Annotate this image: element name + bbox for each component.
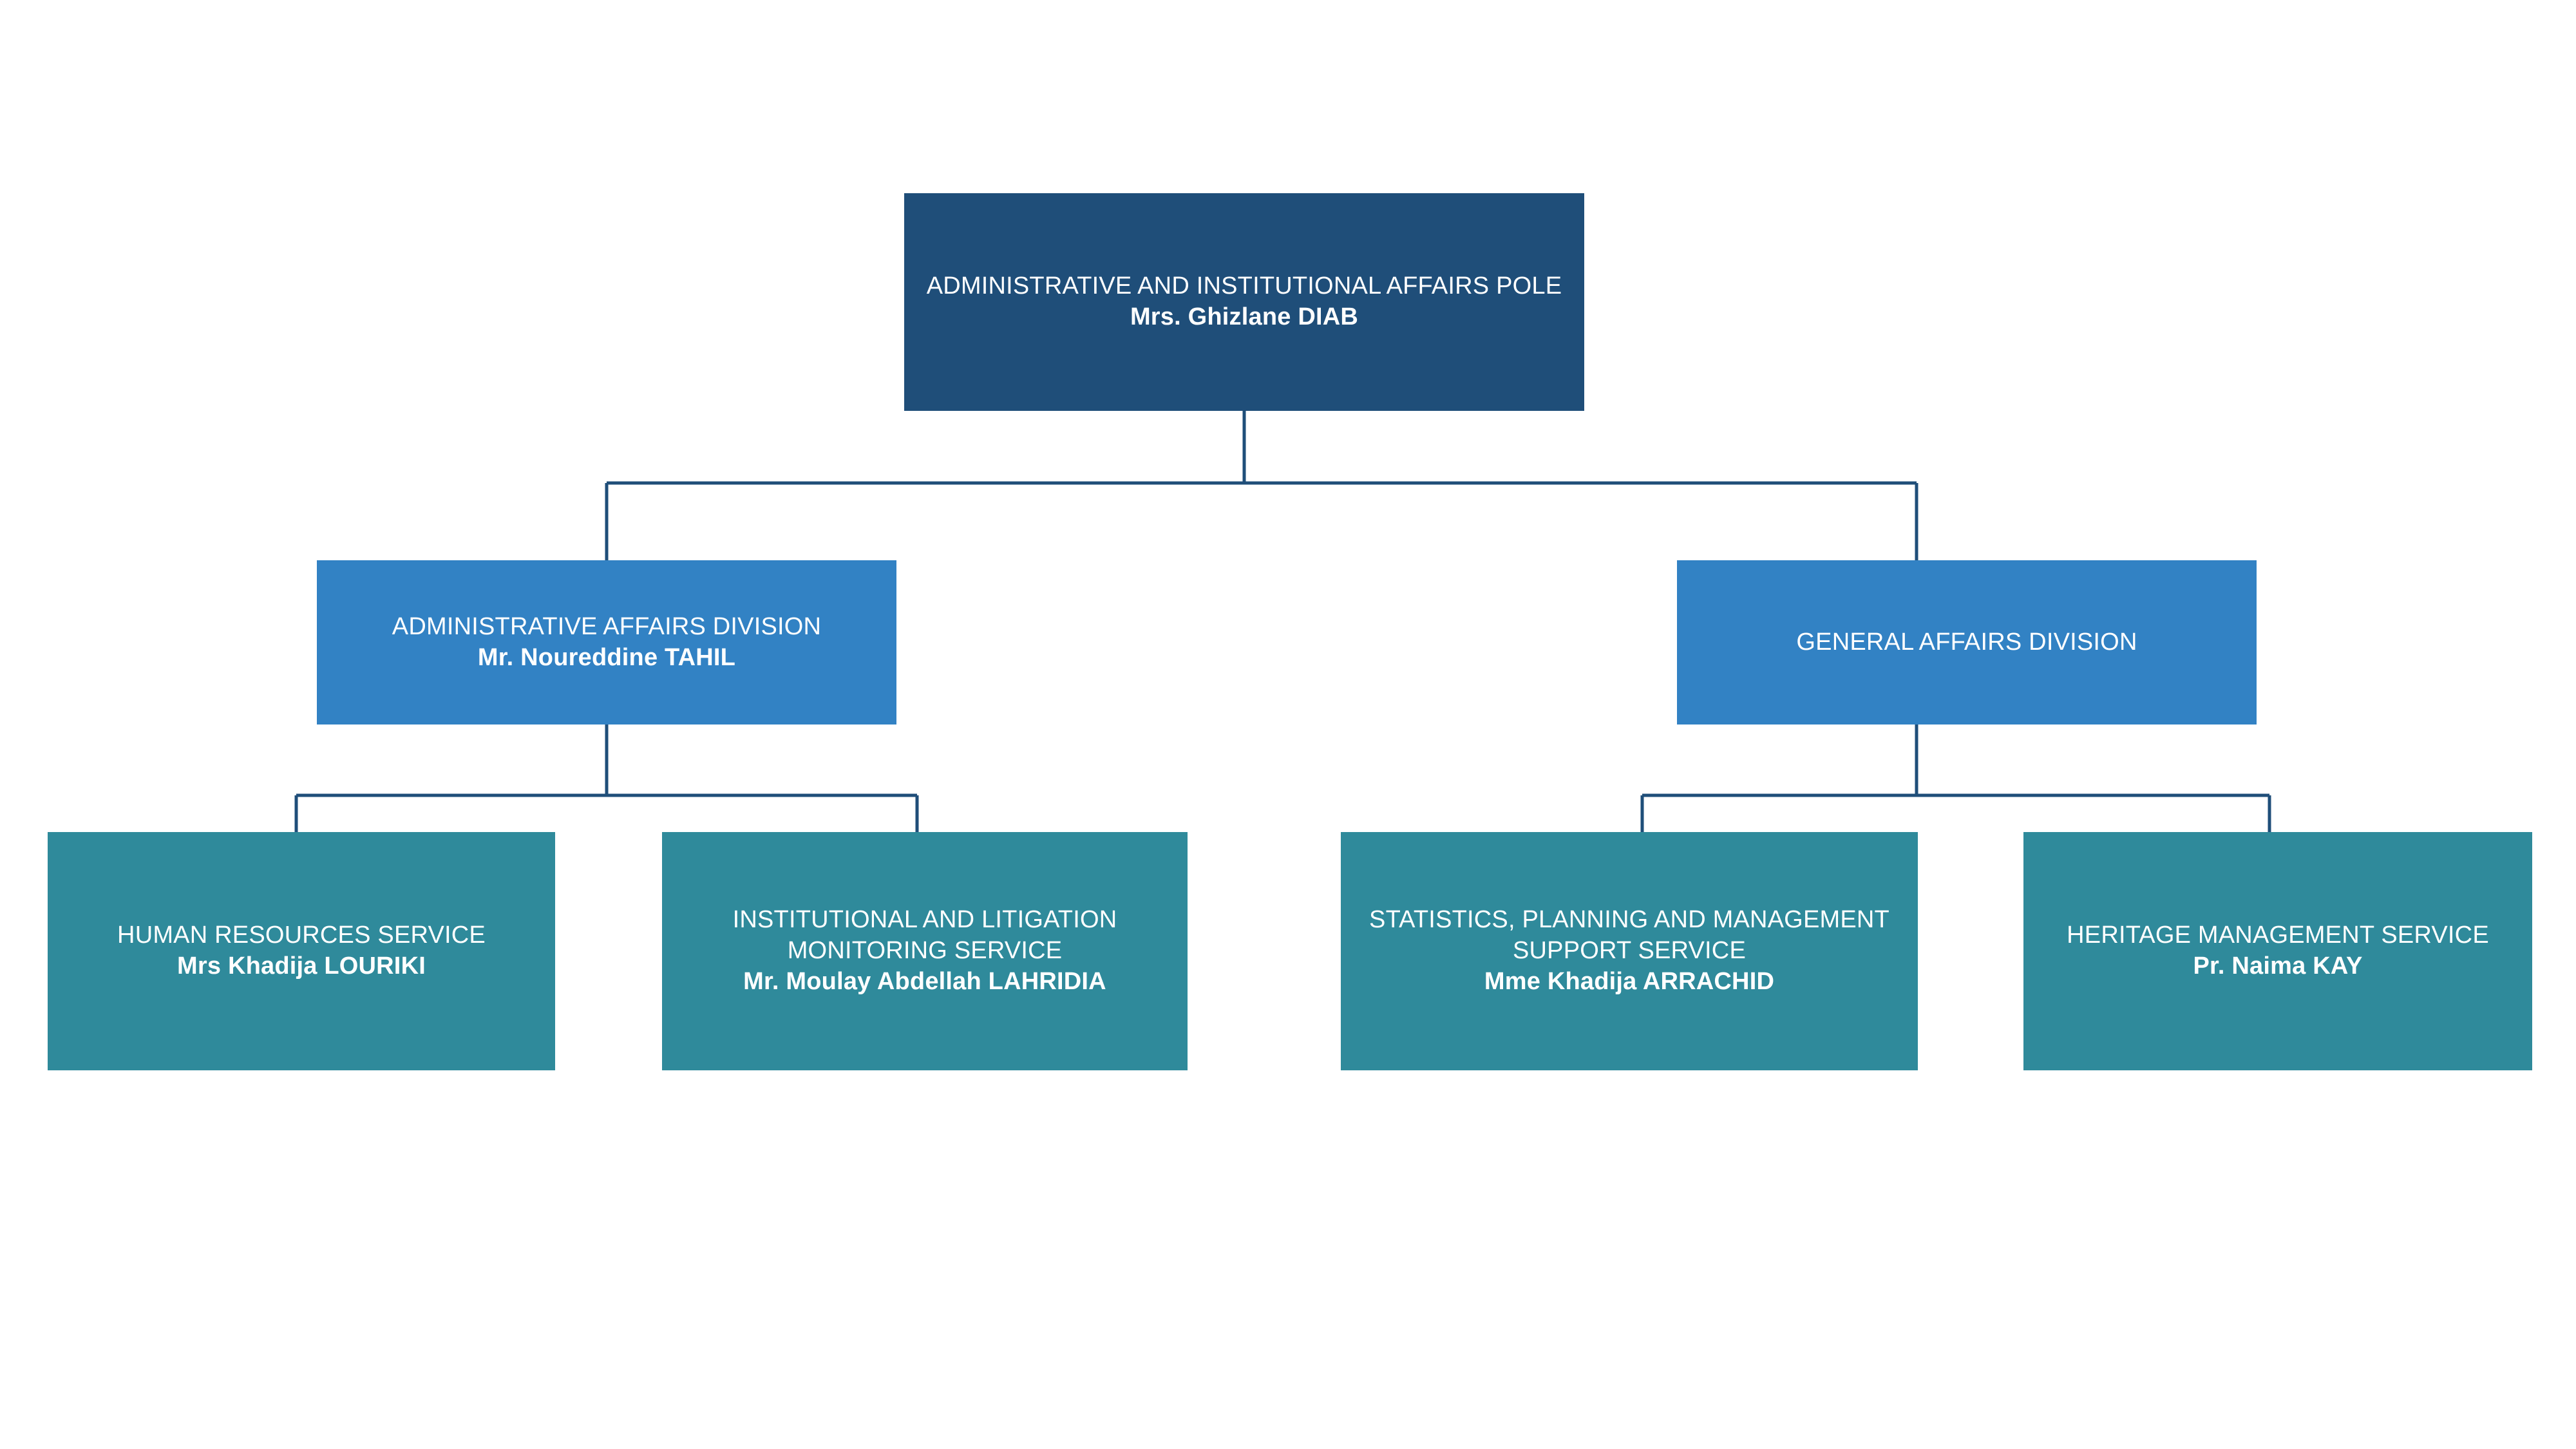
node-person: Mr. Moulay Abdellah LAHRIDIA	[743, 967, 1106, 995]
node-title: INSTITUTIONAL AND LITIGATION MONITORING SERVICE	[732, 906, 1117, 965]
node-institutional-and-litigation-monitoring-service[interactable]	[662, 832, 1188, 1070]
node-person: Mme Khadija ARRACHID	[1484, 967, 1775, 995]
node-title: ADMINISTRATIVE AND INSTITUTIONAL AFFAIRS POLE	[926, 272, 1562, 300]
node-person: Pr. Naima KAY	[2193, 952, 2363, 980]
node-person: Mrs. Ghizlane DIAB	[1130, 303, 1359, 330]
node-title: STATISTICS, PLANNING AND MANAGEMENT SUPPORT SERVICE	[1369, 906, 1889, 965]
node-heritage-management-service[interactable]	[2023, 832, 2532, 1070]
node-administrative-affairs-division[interactable]	[317, 560, 896, 724]
node-statistics-planning-and-management-support-service[interactable]	[1341, 832, 1918, 1070]
node-administrative-and-institutional-affairs-pole[interactable]	[904, 193, 1584, 411]
node-title: HUMAN RESOURCES SERVICE	[117, 922, 486, 949]
node-general-affairs-division[interactable]	[1677, 560, 2257, 724]
node-title: ADMINISTRATIVE AFFAIRS DIVISION	[392, 612, 822, 640]
node-person: Mrs Khadija LOURIKI	[177, 952, 426, 980]
node-person: Mr. Noureddine TAHIL	[477, 643, 736, 671]
node-human-resources-service[interactable]	[48, 832, 555, 1070]
node-title: HERITAGE MANAGEMENT SERVICE	[2067, 922, 2489, 949]
node-title: GENERAL AFFAIRS DIVISION	[1796, 628, 2137, 656]
